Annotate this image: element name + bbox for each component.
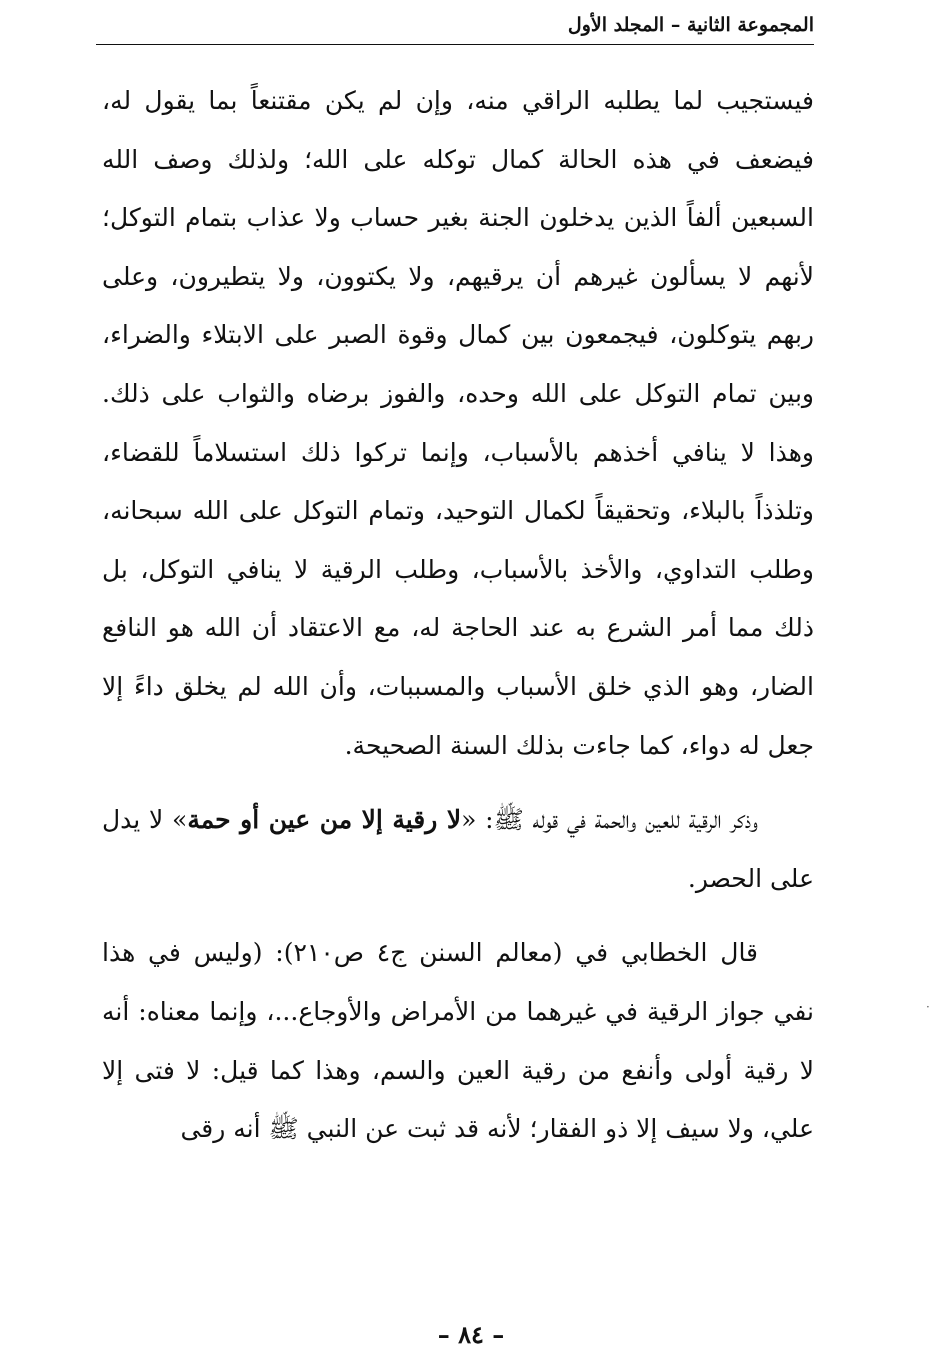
body-text [102,72,814,1159]
paragraph-2-lead: وذكر الرقية للعين والحمة في قوله ﷺ: « [461,805,758,835]
margin-mark: · [926,1000,930,1014]
running-header [114,8,814,52]
hadith-quote: لا رقية إلا من عين أو حمة [187,805,462,835]
header-title: المجموعة الثانية – المجلد الأول [567,14,814,36]
header-rule [96,44,814,45]
paragraph-1: فيستجيب لما يطلبه الراقي منه، وإن لم يكن مقتنعاً بما يقول له، فيضعف في هذه الحالة كمال توكله على الله؛ ولذلك وصف الله السبعين ألفاً الذين يدخلون الجنة بغير حساب ولا عذاب بتمام التوكل؛ لأنهم لا يسألون غيرهم أن يرقيهم، ولا يكتوون، ولا يتطيرون، وعلى ربهم يتوكلون، فيجمعون بين كمال وقوة الصبر على الابتلاء والضراء، وبين تمام التوكل على الله وحده، والفوز برضاه والثواب على ذلك. وهذا لا ينافي أخذهم بالأسباب، وإنما تركوا ذلك استسلاماً للقضاء، وتلذذاً بالبلاء، وتحقيقاً لكمال التوحيد، وتمام التوكل على الله سبحانه، وطلب التداوي، والأخذ بالأسباب، وطلب الرقية لا ينافي التوكل، بل ذلك مما أمر الشرع به عند الحاجة له، مع الاعتقاد أن الله هو النافع الضار، وهو الذي خلق الأسباب والمسببات، وأن الله لم يخلق داءً إلا جعل له دواء، كما جاءت بذلك السنة الصحيحة. [102,86,814,760]
paragraph-2-tail: » لا يدل على الحصر. [102,805,814,893]
paragraph-2 [102,791,814,908]
paragraph-3: قال الخطابي في (معالم السنن ج٤ ص٢١٠): (وليس في هذا نفي جواز الرقية في غيرهما من الأمراض والأوجاع...، وإنما معناه: أنه لا رقية أولى وأنفع من رقية العين والسم، وهذا كما قيل: لا فتى إلا علي، ولا سيف إلا ذو الفقار؛ لأنه قد ثبت عن النبي ﷺ أنه رقى [102,938,814,1144]
page-number: – ٨٤ – [437,1320,505,1349]
page-footer [0,1320,942,1349]
